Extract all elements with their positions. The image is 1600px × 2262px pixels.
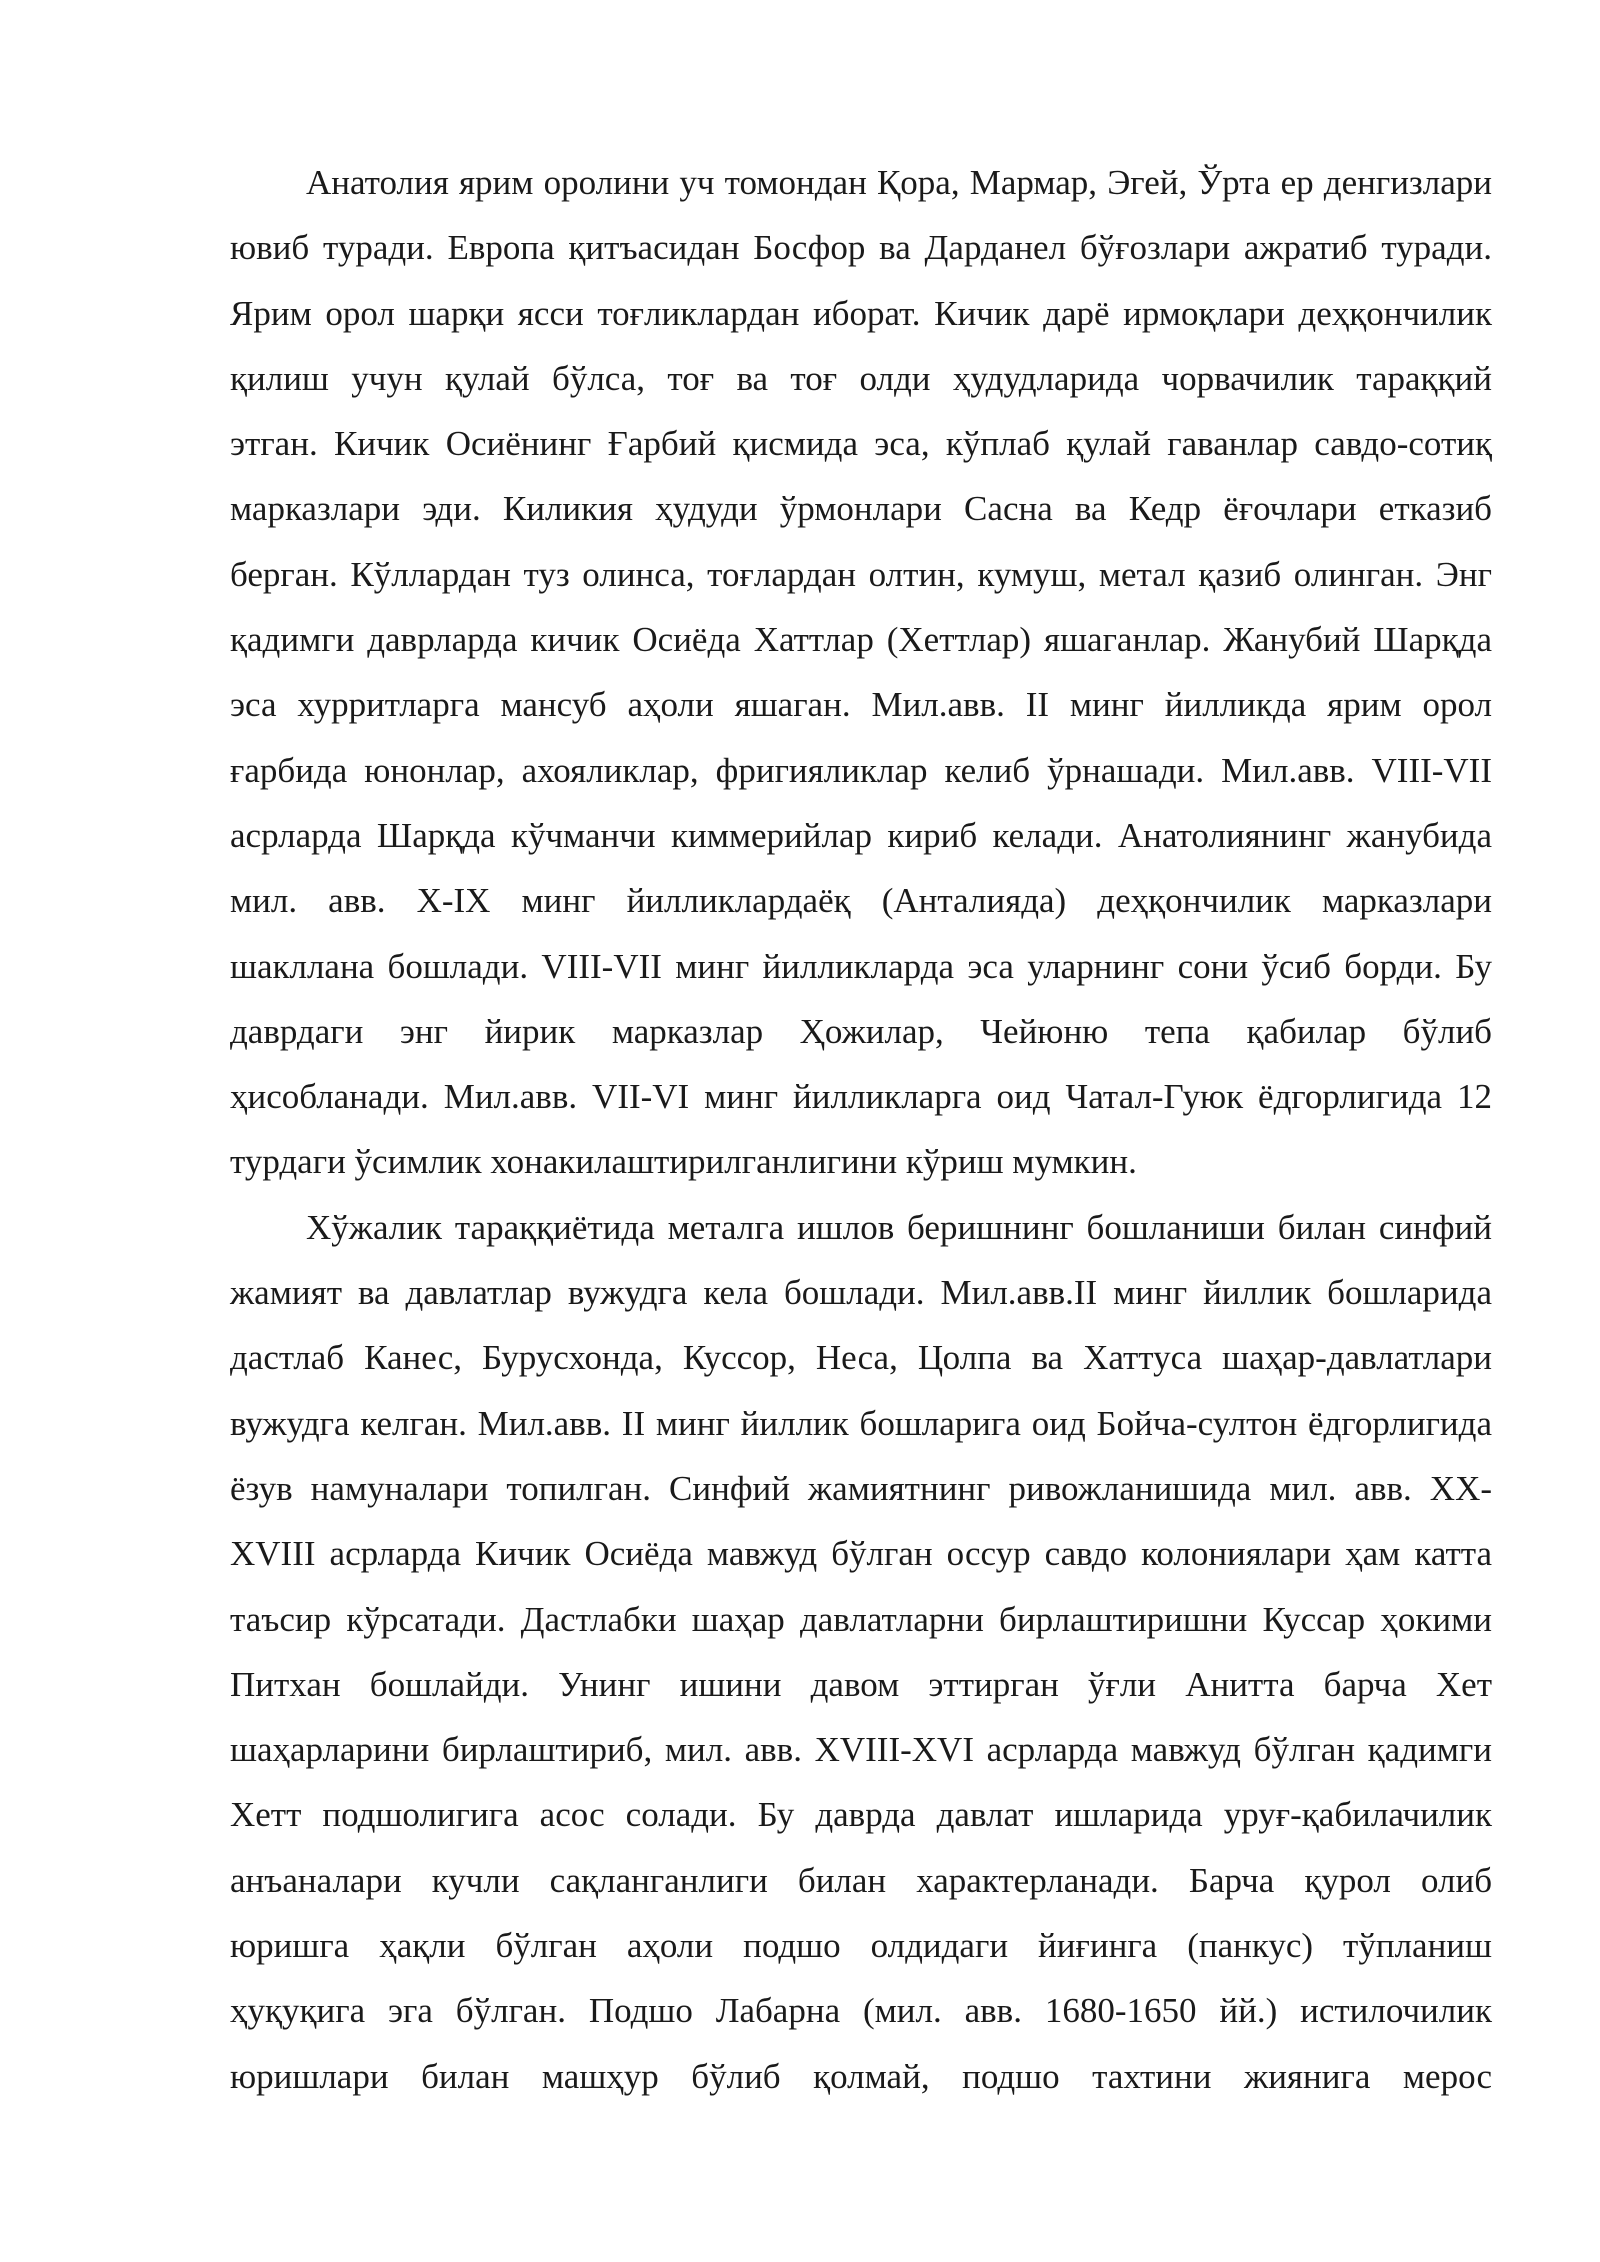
text-line: шакллана бошлади. VIII-VII минг йилликларда эса уларнинг сони ўсиб борди. Бу	[230, 946, 1492, 986]
text-line: қадимги даврларда кичик Осиёда Хаттлар (Хеттлар) яшаганлар. Жанубий Шарқда	[230, 620, 1492, 660]
text-line: Питхан бошлайди. Унинг ишини давом эттирган ўғли Анитта барча Хет	[230, 1664, 1492, 1704]
text-line: жамият ва давлатлар вужудга кела бошлади. Мил.авв.II минг йиллик бошларида	[230, 1273, 1492, 1313]
text-line: XVIII асрларда Кичик Осиёда мавжуд бўлган оссур савдо колониялари ҳам катта	[230, 1534, 1492, 1574]
text-line: юришга ҳақли бўлган аҳоли подшо олдидаги йиғинга (панкус) тўпланиш	[230, 1926, 1492, 1966]
text-line: ёзув намуналари топилган. Синфий жамиятнинг ривожланишида мил. авв. XX-	[230, 1468, 1492, 1508]
paragraph-1	[230, 150, 1492, 1195]
text-line: даврдаги энг йирик марказлар Ҳожилар, Чейюню тепа қабилар бўлиб	[230, 1011, 1492, 1051]
text-line: Ярим орол шарқи ясси тоғликлардан иборат. Кичик дарё ирмоқлари деҳқончилик	[230, 293, 1492, 333]
text-line: вужудга келган. Мил.авв. II минг йиллик бошларига оид Бойча-султон ёдгорлигида	[230, 1403, 1492, 1443]
text-line: шаҳарларини бирлаштириб, мил. авв. XVIII-XVI асрларда мавжуд бўлган қадимги	[230, 1730, 1492, 1770]
text-line: марказлари эди. Киликия ҳудуди ўрмонлари Сасна ва Кедр ёғочлари етказиб	[230, 489, 1492, 529]
document-body	[230, 150, 1492, 2109]
paragraph-2	[230, 1195, 1492, 2109]
text-line: Хўжалик тараққиётида металга ишлов беришнинг бошланиши билан синфий	[306, 1207, 1492, 1247]
text-line: Анатолия ярим оролини уч томондан Қора, Мармар, Эгей, Ўрта ер денгизлари	[306, 163, 1492, 202]
text-line: асрларда Шарқда кўчманчи киммерийлар кириб келади. Анатолиянинг жанубида	[230, 815, 1492, 855]
text-line: ғарбида юнонлар, ахояликлар, фригияликлар келиб ўрнашади. Мил.авв. VIII-VII	[230, 750, 1492, 790]
text-line: Хетт подшолигига асос солади. Бу даврда давлат ишларида уруғ-қабилачилик	[230, 1795, 1492, 1835]
text-line: дастлаб Канес, Бурусхонда, Куссор, Неса, Цолпа ва Хаттуса шаҳар-давлатлари	[230, 1338, 1492, 1378]
text-line: турдаги ўсимлик хонакилаштирилганлигини кўриш мумкин.	[230, 1142, 1137, 1182]
text-line: таъсир кўрсатади. Дастлабки шаҳар давлатларни бирлаштиришни Куссар ҳокими	[230, 1599, 1492, 1639]
text-line: қилиш учун қулай бўлса, тоғ ва тоғ олди ҳудудларида чорвачилик тараққий	[230, 358, 1492, 398]
text-line: ҳисобланади. Мил.авв. VII-VI минг йилликларга оид Чатал-Гуюк ёдгорлигида 12	[230, 1077, 1492, 1117]
text-line: эса хурритларга мансуб аҳоли яшаган. Мил.авв. II минг йилликда ярим орол	[230, 685, 1492, 725]
text-line: мил. авв. X-IX минг йилликлардаёқ (Анталияда) деҳқончилик марказлари	[230, 881, 1492, 921]
text-line: ювиб туради. Европа қитъасидан Босфор ва Дарданел бўғозлари ажратиб туради.	[230, 228, 1492, 268]
text-line: берган. Кўллардан туз олинса, тоғлардан олтин, кумуш, метал қазиб олинган. Энг	[230, 554, 1492, 594]
text-line: этган. Кичик Осиёнинг Ғарбий қисмида эса, кўплаб қулай гаванлар савдо-сотиқ	[230, 424, 1492, 464]
text-line: юришлари билан машҳур бўлиб қолмай, подшо тахтини жиянига мерос	[230, 2056, 1492, 2096]
text-line: ҳуқуқига эга бўлган. Подшо Лабарна (мил. авв. 1680-1650 йй.) истилочилик	[230, 1991, 1492, 2031]
text-line: анъаналари кучли сақланганлиги билан характерланади. Барча қурол олиб	[230, 1860, 1492, 1900]
